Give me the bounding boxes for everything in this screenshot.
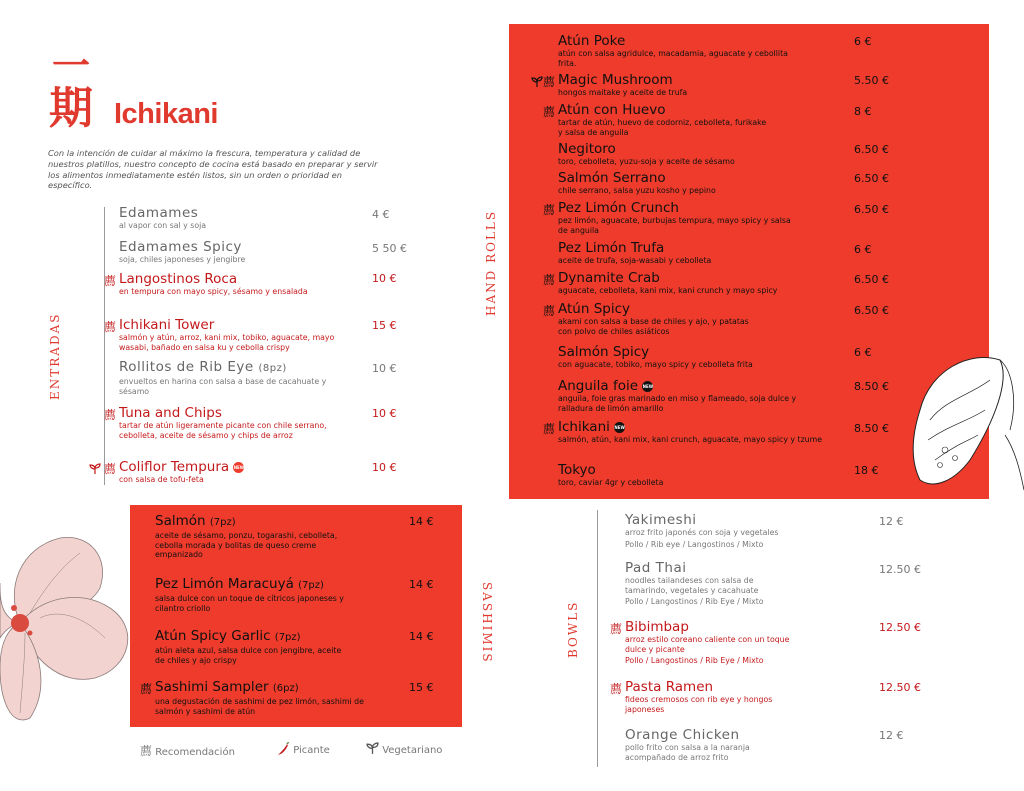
price: 12 € (879, 729, 904, 742)
price: 14 € (409, 515, 434, 528)
legend-spicy (276, 742, 330, 756)
menu-item-pez-limon-crunch: Pez Limón Crunch pez limón, aguacate, burbujas tempura, mayo spicy y salsa de anguila (558, 200, 791, 235)
price: 6.50 € (854, 143, 889, 156)
menu-item-pez-limon-maracuya: Pez Limón Maracuyá (7pz) salsa dulce con un toque de cítricos japoneses y cilantro criollo (155, 576, 344, 613)
menu-item-salmon-serrano: Salmón Serrano chile serrano, salsa yuzu kosho y pepino (558, 170, 716, 195)
menu-item-atun-con-huevo: Atún con Huevo tartar de atún, huevo de codorniz, cebolleta, furikake y salsa de anguila (558, 102, 767, 137)
recommend-icon: 薦 (543, 75, 556, 89)
menu-item-sashimi-sampler: Sashimi Sampler (6pz) una degustación de sashimi de pez limón, sashimi de salmón y sashimi de atún (155, 679, 364, 716)
menu-item-bibimbap: Bibimbap arroz estilo coreano caliente con un toque dulce y picante Pollo / Langostinos / Rib Eye / Mixto (625, 619, 790, 666)
flower-illustration (0, 528, 153, 728)
price: 12.50 € (879, 621, 921, 634)
new-badge: NEW (642, 381, 653, 392)
price: 12.50 € (879, 563, 921, 576)
new-badge: NEW (614, 422, 625, 433)
price: 10 € (372, 461, 397, 474)
price: 8.50 € (854, 380, 889, 393)
menu-item-pez-limon-trufa: Pez Limón Trufa aceite de trufa, soja-wasabi y cebolleta (558, 240, 712, 265)
menu-item-yakimeshi: Yakimeshi arroz frito japonés con soja y vegetales Pollo / Rib eye / Langostinos / Mixto (625, 512, 779, 549)
menu-item-salmon-spicy: Salmón Spicy con aguacate, tobiko, mayo spicy y cebolleta frita (558, 344, 753, 369)
price: 10 € (372, 272, 397, 285)
vegetarian-icon (531, 73, 543, 92)
price: 10 € (372, 362, 397, 375)
hand-roll-illustration (900, 340, 1024, 496)
menu-item-negitoro: Negitoro toro, cebolleta, yuzu-soja y aceite de sésamo (558, 141, 735, 166)
menu-item-edamames: Edamames al vapor con sal y soja (119, 205, 207, 230)
price: 6 € (854, 243, 872, 256)
vegetarian-icon (366, 742, 379, 755)
section-title-bowls: BOWLS (566, 600, 580, 658)
recommend-icon: 薦 (543, 304, 556, 318)
menu-item-ichikani-tower: Ichikani Tower salmón y atún, arroz, kani mix, tobiko, aguacate, mayo wasabi, bañado en salsa ku y cebolla crispy (119, 317, 335, 352)
price: 6 € (854, 35, 872, 48)
price: 6.50 € (854, 304, 889, 317)
recommend-icon: 薦 (543, 203, 556, 217)
price: 5 50 € (372, 242, 407, 255)
price: 6.50 € (854, 273, 889, 286)
logo-kanji: 一 期 (49, 43, 93, 134)
recommend-icon: 薦 (104, 274, 117, 288)
price: 5.50 € (854, 74, 889, 87)
chili-icon (276, 742, 290, 756)
price: 12 € (879, 515, 904, 528)
price: 15 € (372, 319, 397, 332)
divider (104, 207, 105, 485)
menu-item-tuna-and-chips: Tuna and Chips tartar de atún ligeramente picante con chile serrano, cebolleta, aceite de sésamo y chips de arroz (119, 405, 327, 440)
price: 15 € (409, 681, 434, 694)
recommend-icon: 薦 (104, 462, 117, 476)
legend-vegetarian (366, 742, 442, 756)
price: 14 € (409, 630, 434, 643)
recommend-icon: 薦 (104, 408, 117, 422)
section-title-hand-rolls: HAND ROLLS (484, 209, 498, 316)
menu-item-ichikani: Ichikani NEW salmón, atún, kani mix, kani crunch, aguacate, mayo spicy y tzume (558, 419, 823, 444)
menu-item-anguila-foie: Anguila foie NEW anguila, foie gras marinado en miso y flameado, soja dulce y ralladura de limón amarillo (558, 378, 797, 413)
section-title-entradas: ENTRADAS (48, 312, 62, 400)
brand-name: Ichikani (114, 98, 218, 130)
legend-spicy-label: Picante (293, 745, 330, 756)
recommend-icon: 薦 (140, 744, 153, 758)
recommend-icon: 薦 (610, 622, 623, 636)
menu-item-edamames-spicy: Edamames Spicy soja, chiles japoneses y jengibre (119, 239, 246, 264)
price: 10 € (372, 407, 397, 420)
price: 12.50 € (879, 681, 921, 694)
price: 6.50 € (854, 203, 889, 216)
menu-item-dynamite-crab: Dynamite Crab aguacate, cebolleta, kani mix, kani crunch y mayo spicy (558, 270, 778, 295)
recommend-icon: 薦 (104, 320, 117, 334)
recommend-icon: 薦 (610, 682, 623, 696)
menu-item-pad-thai: Pad Thai noodles tailandeses con salsa de tamarindo, vegetales y cacahuate Pollo / Langostinos / Rib Eye / Mixto (625, 560, 764, 607)
price: 8.50 € (854, 422, 889, 435)
menu-item-atun-poke: Atún Poke atún con salsa agridulce, macadamia, aguacate y cebollita frita. (558, 33, 788, 68)
price: 6.50 € (854, 172, 889, 185)
price: 4 € (372, 208, 390, 221)
recommend-icon: 薦 (543, 422, 556, 436)
recommend-icon: 薦 (543, 105, 556, 119)
legend-recommend-label: Recomendación (155, 747, 235, 758)
intro-text: Con la intención de cuidar al máximo la frescura, temperatura y calidad de nuestros platillos, nuestro concepto de cocina está basado en preparar y servir los alimentos inmediatamente estén listos, sin un orden o prioridad en específico. (48, 148, 378, 191)
menu-item-coliflor-tempura: Coliflor Tempura NEW con salsa de tofu-feta (119, 459, 245, 484)
new-badge: NEW (233, 462, 244, 473)
divider (597, 510, 598, 767)
menu-item-atun-spicy: Atún Spicy akami con salsa a base de chiles y ajo, y patatas con polvo de chiles asiáticos (558, 301, 749, 336)
price: 6 € (854, 346, 872, 359)
menu-item-atun-spicy-garlic: Atún Spicy Garlic (7pz) atún aleta azul, salsa dulce con jengibre, aceite de chiles y ajo crispy (155, 628, 342, 665)
vegetarian-icon (89, 460, 101, 479)
menu-item-tokyo: Tokyo toro, caviar 4gr y cebolleta (558, 462, 664, 487)
recommend-icon: 薦 (543, 273, 556, 287)
recommend-icon: 薦 (140, 682, 153, 696)
price: 14 € (409, 578, 434, 591)
menu-item-rollitos-rib-eye: Rollitos de Rib Eye (8pz) envueltos en harina con salsa a base de cacahuate y sésamo (119, 359, 327, 396)
menu-item-salmon: Salmón (7pz) aceite de sésamo, ponzu, togarashi, cebolleta, cebolla morada y bolitas de queso creme empanizado (155, 513, 338, 560)
price: 18 € (854, 464, 879, 477)
legend (140, 742, 235, 759)
menu-item-orange-chicken: Orange Chicken pollo frito con salsa a la naranja acompañado de arroz frito (625, 727, 750, 762)
section-title-sashimis: SASHIMIS (480, 582, 494, 664)
legend-veg-label: Vegetariano (382, 745, 443, 756)
menu-item-magic-mushroom: Magic Mushroom hongos maitake y aceite de trufa (558, 72, 688, 97)
menu-item-pasta-ramen: Pasta Ramen fideos cremosos con rib eye y hongos japoneses (625, 679, 773, 714)
price: 8 € (854, 105, 872, 118)
menu-item-langostinos-roca: Langostinos Roca en tempura con mayo spicy, sésamo y ensalada (119, 271, 308, 296)
